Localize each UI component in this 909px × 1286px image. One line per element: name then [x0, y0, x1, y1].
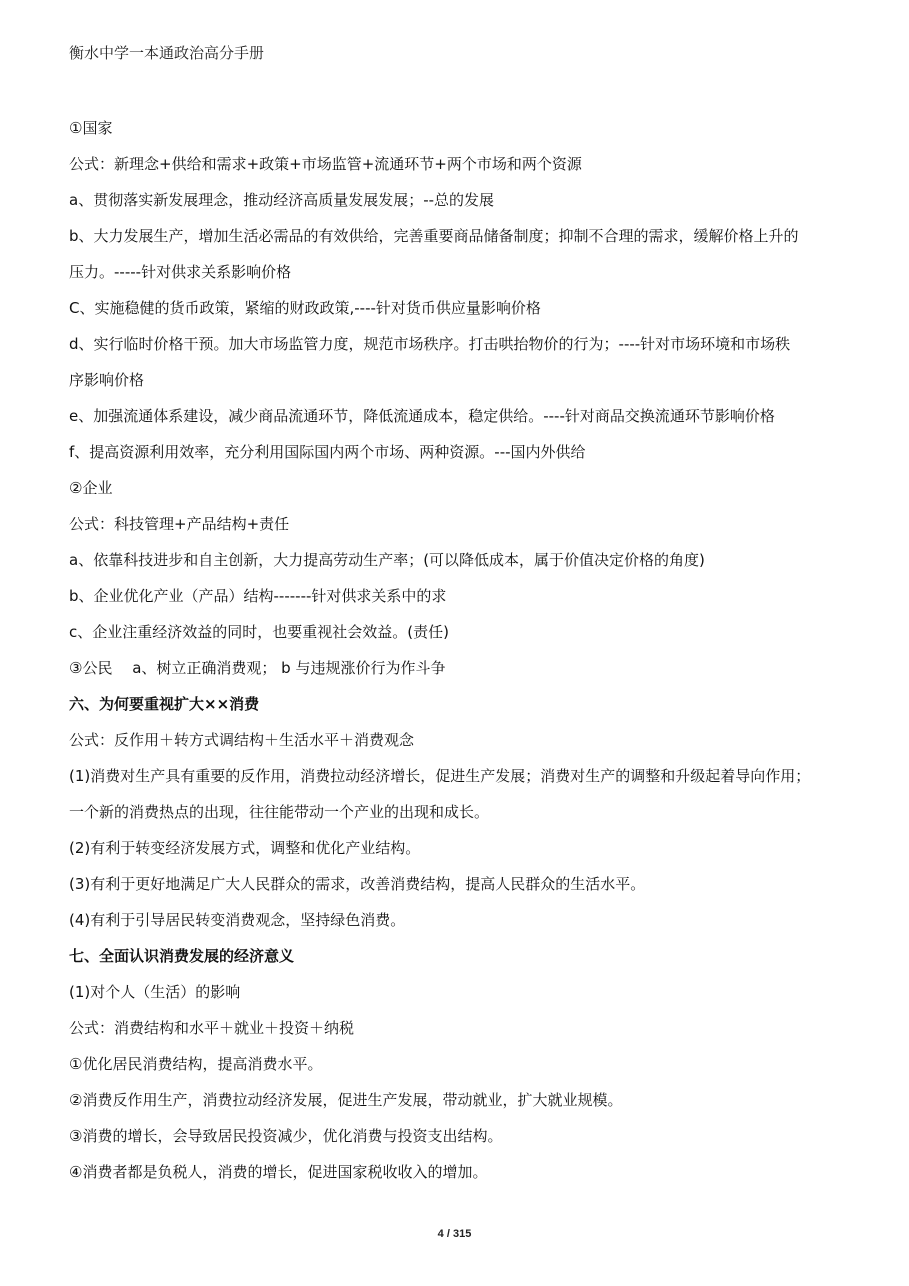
text-line: a、依靠科技进步和自主创新，大力提高劳动生产率；(可以降低成本，属于价值决定价格的角度)	[69, 551, 705, 569]
text-line: ③公民 a、树立正确消费观； b 与违规涨价行为作斗争	[69, 659, 446, 677]
text-line: ②消费反作用生产，消费拉动经济发展，促进生产发展，带动就业，扩大就业规模。	[69, 1091, 623, 1109]
text-line: ④消费者都是负税人，消费的增长，促进国家税收收入的增加。	[69, 1163, 488, 1181]
text-line: 公式：新理念+供给和需求+政策+市场监管+流通环节+两个市场和两个资源	[69, 155, 582, 173]
text-line: (2)有利于转变经济发展方式，调整和优化产业结构。	[69, 839, 421, 857]
text-line: 压力。-----针对供求关系影响价格	[69, 263, 292, 281]
text-line: (3)有利于更好地满足广大人民群众的需求，改善消费结构，提高人民群众的生活水平。	[69, 875, 646, 893]
text-line: ①优化居民消费结构，提高消费水平。	[69, 1055, 323, 1073]
text-line: ③消费的增长，会导致居民投资减少，优化消费与投资支出结构。	[69, 1127, 503, 1145]
text-line: 序影响价格	[69, 371, 145, 389]
text-line: (1)消费对生产具有重要的反作用，消费拉动经济增长，促进生产发展；消费对生产的调整和升级起着导向作用；	[69, 767, 811, 785]
text-line: 公式：反作用＋转方式调结构＋生活水平＋消费观念	[69, 731, 415, 749]
section-heading: 六、为何要重视扩大××消费	[69, 695, 260, 713]
text-line: 公式：科技管理+产品结构+责任	[69, 515, 290, 533]
text-line: c、企业注重经济效益的同时，也要重视社会效益。(责任)	[69, 623, 449, 641]
text-line: (1)对个人（生活）的影响	[69, 983, 241, 1001]
text-line: f、提高资源利用效率，充分利用国际国内两个市场、两种资源。---国内外供给	[69, 443, 586, 461]
text-line: b、大力发展生产，增加生活必需品的有效供给，完善重要商品储备制度；抑制不合理的需求，缓解价格上升的	[69, 227, 799, 245]
text-line: a、贯彻落实新发展理念，推动经济高质量发展发展；--总的发展	[69, 191, 495, 209]
text-line: (4)有利于引导居民转变消费观念，坚持绿色消费。	[69, 911, 406, 929]
text-line: d、实行临时价格干预。加大市场监管力度，规范市场秩序。打击哄抬物价的行为；----针对市场环境和市场秩	[69, 335, 791, 353]
section-heading: 七、全面认识消费发展的经济意义	[69, 947, 295, 965]
text-line: 一个新的消费热点的出现，往往能带动一个产业的出现和成长。	[69, 803, 490, 821]
text-line: C、实施稳健的货币政策，紧缩的财政政策,----针对货币供应量影响价格	[69, 299, 541, 317]
page-number: 4 / 315	[437, 1228, 472, 1240]
text-line: ②企业	[69, 479, 113, 497]
text-line: e、加强流通体系建设，减少商品流通环节，降低流通成本，稳定供给。----针对商品交换流通环节影响价格	[69, 407, 775, 425]
page-header-title: 衡水中学一本通政治高分手册	[69, 44, 265, 62]
text-line: ①国家	[69, 119, 113, 137]
text-line: 公式：消费结构和水平＋就业＋投资＋纳税	[69, 1019, 355, 1037]
text-line: b、企业优化产业（产品）结构-------针对供求关系中的求	[69, 587, 447, 605]
document-body	[69, 110, 844, 1190]
